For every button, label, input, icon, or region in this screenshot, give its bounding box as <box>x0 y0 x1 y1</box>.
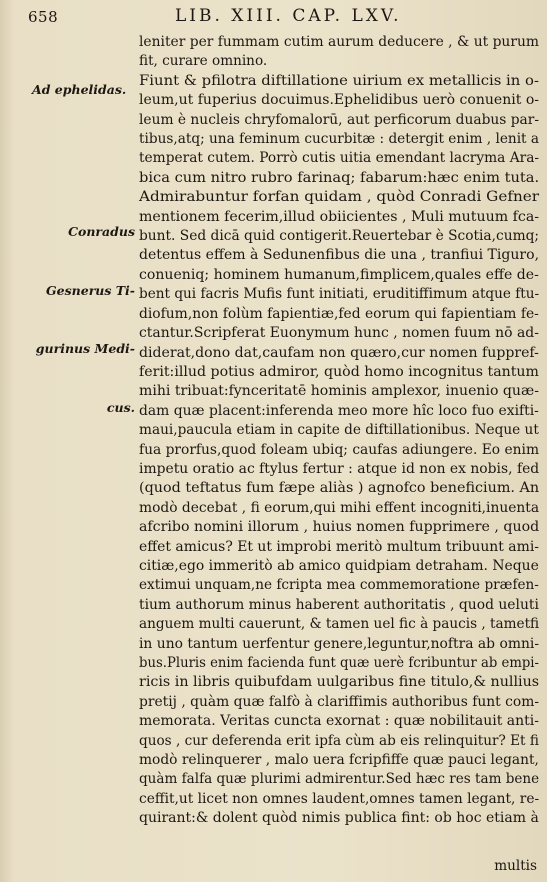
text-line: diderat,dono dat,caufam non quæro,cur nomen fuppref- <box>139 344 539 361</box>
text-line: tium authorum minus haberent authoritatis , quod ueluti <box>139 596 539 613</box>
text-line: ceffit,ut licet non omnes laudent,omnes tamen legant, re- <box>139 790 540 807</box>
body-text <box>139 33 547 829</box>
text-line: mihi tribuat:fynceritatē hominis amplexor, inuenio quæ- <box>139 383 539 400</box>
text-line: tibus,atq; una feminum cucurbitæ : detergit enim , lenit a <box>139 131 540 148</box>
text-line: detentus effem à Sedunenfibus die una , tranfiui Tiguro, <box>139 247 540 264</box>
text-line: mentionem fecerim,illud obiicientes , Muli mutuum fca- <box>139 208 540 225</box>
text-line: modò relinquerer , malo uera fcripfiffe quæ pauci legant, <box>139 752 539 769</box>
text-line: ferit:illud potius admiror, quòd homo incognitus tantum <box>139 363 539 380</box>
text-line: bica cum nitro rubro farinaq; fabarum:hæc enim tuta. <box>139 169 540 186</box>
text-line: pretij , quàm quæ falfò à clariffimis authoribus funt com- <box>139 693 540 710</box>
margin-note-line: Conradus <box>68 224 135 239</box>
text-line: leum,ut fuperius docuimus.Ephelidibus uerò conuenit o- <box>139 92 540 109</box>
margin-note-line: gurinus Medi- <box>35 341 135 356</box>
text-line: quos , cur deferenda erit ipfa cùm ab eis relinquitur? Et fi <box>139 732 539 749</box>
page-number: 658 <box>28 8 59 26</box>
text-line: maui,paucula etiam in capite de diftillationibus. Neque ut <box>139 422 539 439</box>
text-line: effet amicus? Et ut improbi meritò multum tribuunt ami- <box>139 538 539 555</box>
text-line: Fiunt & pfilotra diftillatione uirium ex metallicis in o- <box>139 72 539 89</box>
text-line: (quod teftatus fum fæpe aliàs ) agnofco beneficium. An <box>139 480 540 497</box>
text-line: bent qui facris Mufis funt initiati, eruditiffimum atque ftu- <box>139 286 540 303</box>
text-line: anguem multi cauerunt, & tamen uel fic à paucis , tametfi <box>139 616 540 633</box>
text-line: extimui unquam,ne fcripta mea commemoratione præfen- <box>139 577 539 594</box>
margin-note-line: cus. <box>106 399 135 415</box>
text-line: impetu oratio ac ftylus fertur : atque id non ex nobis, fed <box>139 460 540 477</box>
text-line: fua prorfus,quod foleam ubiq; caufas adiungere. Eo enim <box>139 441 540 458</box>
catchword: multis <box>494 858 537 874</box>
text-line: dam quæ placent:inferenda meo more hîc loco fuo exifti- <box>139 402 539 419</box>
text-line: modò decebat , fi eorum,qui mihi effent incogniti,inuenta <box>139 499 540 516</box>
text-line: in uno tantum uerfentur genere,leguntur,noftra ab omni- <box>139 635 540 652</box>
text-line: Admirabuntur forfan quidam , quòd Conradi Gefner <box>139 189 540 206</box>
page-header <box>0 6 547 30</box>
text-line: ctantur.Scripferat Euonymum hunc , nomen fuum nō ad- <box>139 325 539 342</box>
margin-note-gesner <box>36 183 135 456</box>
text-line: fit, curare omnino. <box>139 53 268 70</box>
text-line: quirant:& dolent quòd nimis publica fint: ob hoc etiam à <box>139 810 539 827</box>
text-line: ricis in libris quibufdam uulgaribus fine titulo,& nullius <box>139 674 540 691</box>
text-line: conueniq; hominem humanum,fimplicem,quales effe de- <box>139 266 539 283</box>
text-line: bunt. Sed dicā quid contigerit.Reuertebar è Scotia,cumq; <box>139 228 540 245</box>
text-line: bus.Pluris enim facienda funt quæ uerè fcribuntur ab empi- <box>139 655 540 671</box>
running-head: LIB. XIII. CAP. LXV. <box>175 6 402 26</box>
text-line: leniter per fummam cutim aurum deducere , & ut purum <box>139 34 539 50</box>
text-line: leum è nucleis chryfomalorū, aut perficorum duabus par- <box>139 111 540 128</box>
margin-note-line: Gesnerus Ti- <box>45 282 135 298</box>
text-line: quàm falfa quæ plurimi admirentur.Sed hæc res tam bene <box>139 771 540 788</box>
margin-note-ephelidas: Ad ephelidas. <box>32 82 127 97</box>
text-line: citiæ,ego immeritò ab amico quidpiam detraham. Neque <box>139 557 539 574</box>
text-line: diofum,non folùm fapientiæ,fed eorum qui fapientiam fe- <box>139 305 539 322</box>
text-line: afcribo nomini illorum , huius nomen fupprimere , quod <box>139 519 540 536</box>
text-line: temperat cutem. Porrò cutis uitia emendant lacryma Ara- <box>139 150 540 167</box>
text-line: memorata. Veritas cuncta exornat : quæ nobilitauit anti- <box>139 713 539 730</box>
